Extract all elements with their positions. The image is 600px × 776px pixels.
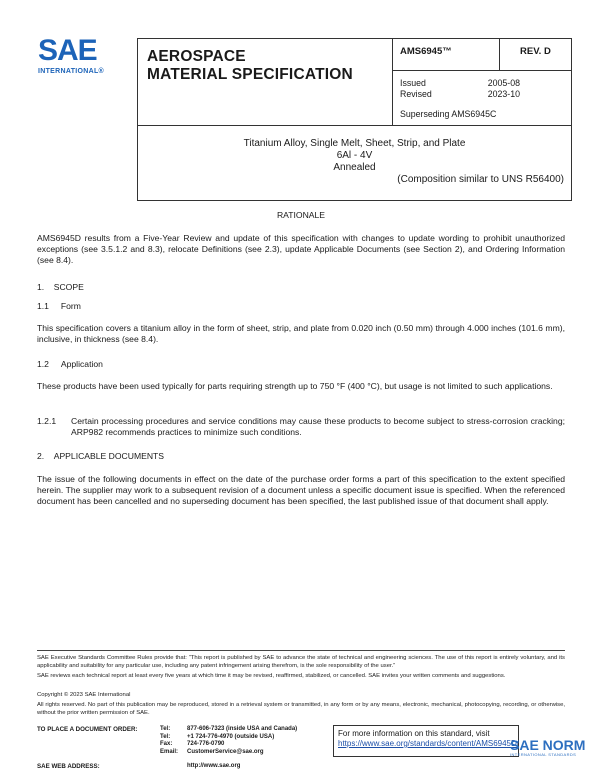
section-1-2-1-text: Certain processing procedures and service conditions may cause these products to become subject to stress-corrosion cracking; ARP982 recommends practices to minimize such conditions. [71,416,565,437]
contact-value: 724-776-0790 [187,741,225,747]
rationale-heading: RATIONALE [276,210,326,220]
contact-key: Email: [160,748,179,755]
footer-rights-note: All rights reserved. No part of this publication may be reproduced, stored in a retrieval system or transmitted, in any form or by any means, electronic, mechanical, photocopying, recording, or otherwise, without the prior written permission of SAE. [37,702,565,716]
footer-divider [37,650,565,651]
contact-key: Tel: [160,726,171,732]
superseding-note: Superseding AMS6945C [400,109,497,119]
contact-value: 877-606-7323 (inside USA and Canada) [187,726,298,732]
contact-key: Tel: [160,733,171,740]
section-2-heading: 2. APPLICABLE DOCUMENTS [37,451,165,461]
contact-info [160,726,297,756]
section-1-1-text: This specification covers a titanium alloy in the form of sheet, strip, and plate from 0.020 inch (0.50 mm) through 4.000 inches (101.6 mm), inclusive, in thickness (see 8.4). [37,323,565,344]
contact-value[interactable]: CustomerService@sae.org [187,748,264,755]
contact-row [160,734,297,742]
contact-row [160,741,297,749]
more-info-box [333,725,519,757]
watermark-text: SAE NORM [510,737,586,753]
standard-link[interactable]: https://www.sae.org/standards/content/AMS6945D/ [338,739,519,748]
contact-row [160,726,297,734]
revised-date: 2023-10 [487,89,520,99]
web-address-link[interactable]: http://www.sae.org [187,763,241,769]
section-2-text: The issue of the following documents in effect on the date of the purchase order forms a part of this specification to the extent specified herein. The supplier may work to a subsequent revision of a document unless a specific document issue is specified. When the referenced document has been cancelled and no superseding document has been specified, the last published issue of that document shall apply. [37,474,565,506]
logo-mark: SAE [38,34,97,67]
web-address-label: SAE WEB ADDRESS: [37,763,100,770]
spec-type-line1: AEROSPACE [147,48,246,65]
spec-type-line2: MATERIAL SPECIFICATION [147,66,353,83]
issued-date: 2005-08 [487,78,520,88]
contact-key: Fax: [160,741,173,747]
revised-label: Revised [400,89,432,99]
more-info-text: For more information on this standard, visit [338,729,490,738]
revision-label: REV. D [520,46,551,57]
contact-value: +1 724-776-4970 (outside USA) [187,733,275,740]
title-line-3: Annealed [333,162,376,173]
date-info [400,78,520,100]
document-title [137,138,572,186]
title-line-4: (Composition similar to UNS R56400) [397,174,564,185]
rationale-text: AMS6945D results from a Five-Year Review and update of this specification with changes to update wording to prohibit unauthorized exceptions (see 3.5.1.2 and 8.3), relocate Definitions (see 2.3), update Applicable Documents (see Section 2), and Ordering Information (see 8.4). [37,233,565,265]
logo-subtitle: INTERNATIONAL® [38,68,105,75]
footer-review-note: SAE reviews each technical report at least every five years at which time it may be revised, reaffirmed, stabilized, or cancelled. SAE invites your written comments and suggestions. [37,673,506,679]
document-number: AMS6945™ [400,46,452,57]
title-line-1: Titanium Alloy, Single Melt, Sheet, Strip, and Plate [243,138,466,149]
watermark-logo [510,738,600,776]
footer-rules-note: SAE Executive Standards Committee Rules provide that: “This report is published by SAE to advance the state of technical and engineering sciences. The use of this report is entirely voluntary, and its applicability and suitability for any particular use, including any patent infringement arising therefrom, is the sole responsibility of the user.” [37,655,565,669]
section-1-heading: 1. SCOPE [37,282,84,292]
watermark-subtext: INTERNATIONAL STANDARDS [510,752,577,757]
section-1-1-heading: 1.1 Form [37,301,81,311]
spec-type-title [147,48,353,84]
title-line-2: 6Al - 4V [336,150,373,161]
section-1-2-heading: 1.2 Application [37,359,103,369]
issued-label: Issued [400,78,426,88]
footer-copyright: Copyright © 2023 SAE International [37,692,131,698]
section-1-2-1-number: 1.2.1 [37,416,57,426]
sae-logo [38,36,130,88]
contact-row [160,749,297,757]
section-1-2-text: These products have been used typically for parts requiring strength up to 750 °F (400 °C), but usage is not limited to such applications. [37,381,553,391]
order-label: TO PLACE A DOCUMENT ORDER: [37,726,138,733]
section-1-2-1 [37,416,565,438]
